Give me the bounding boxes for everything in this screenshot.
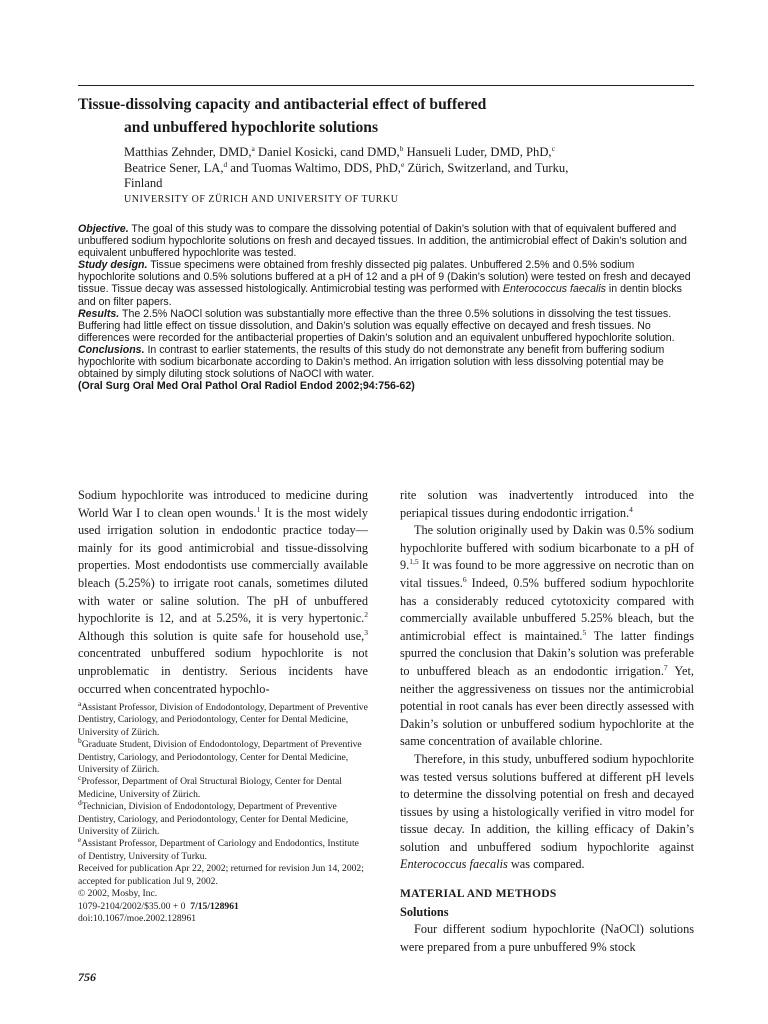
footnote-e [78, 835, 368, 863]
text-run: rite solution was inadvertently introduced into the periapical tissues during endodontic irrigation. [400, 488, 694, 520]
design-text-end: in dentin blocks and on filter papers. [78, 283, 682, 308]
right-column [400, 487, 694, 956]
text-run: Although this solution is quite safe for household use, [78, 628, 365, 643]
doi-line: doi:10.1067/moe.2002.128961 [78, 912, 197, 924]
author-waltimo: and Tuomas Waltimo, DDS, PhD, [227, 160, 401, 175]
reference-mark: 2 [364, 610, 368, 620]
footnote-mark: c [78, 773, 82, 783]
reference-mark: 6 [462, 574, 467, 584]
text-run: 1079-2104/2002/$35.00 + 0 [78, 900, 186, 912]
author-mark: c [551, 143, 555, 153]
body-paragraph [400, 522, 694, 751]
subsection-heading: Solutions [400, 904, 449, 919]
text-run: Assistant Professor, Division of Endodontology, Department of Preventive Dentistry, Cariology, and Periodontology, Center for Dental Medicine, University of Zürich. [78, 702, 368, 738]
footnote-mark: e [78, 835, 82, 845]
text-run: was compared. [507, 857, 585, 872]
article-code: 7/15/128961 [190, 900, 239, 912]
reference-mark: 4 [629, 504, 633, 514]
text-run: Sodium hypochlorite was introduced to medicine during World War I to clean open wounds. [78, 488, 368, 520]
section-heading: MATERIAL AND METHODS [400, 888, 557, 901]
text-run: Indeed, 0.5% buffered sodium hypochlorite has a considerably reduced cytotoxicity compared with commercially available unbuffered 5.25% bleach, but the antimicrobial effect is maintained. [400, 575, 694, 643]
publication-history: Received for publication Apr 22, 2002; returned for revision Jun 14, 2002; accepted for publication Jul 9, 2002. [78, 863, 364, 887]
footnotes [78, 698, 368, 925]
author-sener: Beatrice Sener, LA, [124, 160, 224, 175]
abstract-design [78, 259, 694, 307]
text-run: It is the most widely used irrigation solution in endodontic practice today—mainly for its good antimicrobial and tissue-dissolving properties. Most endodontists use commercially available bleach (5.25%) to irrigate root canals, sometimes diluted with water or saline solution. The pH of unbuffered hypochlorite is 12, and at 5.25%, it is very hypertonic. [78, 505, 368, 626]
abstract [78, 223, 694, 392]
top-rule [78, 85, 694, 86]
author-location: Zürich, Switzerland, and Turku, [404, 160, 569, 175]
page-number: 756 [78, 970, 96, 984]
abstract-results [78, 308, 694, 344]
footnote-b [78, 736, 368, 776]
conclusions-text: In contrast to earlier statements, the results of this study do not demonstrate any benefit from buffering sodium hypochlorite with sodium bicarbonate according to Dakin’s method. An irrigation solution with less dissolving potential may be obtained by simply diluting stock solutions of NaOCl with water. [78, 343, 665, 381]
reference-mark: 1,5 [409, 557, 419, 567]
footnote-mark: a [78, 698, 82, 708]
text-run: The solution originally used by Dakin was 0.5% sodium hypochlorite buffered with sodium bicarbonate to a pH of 9. [400, 523, 694, 573]
body-paragraph: Four different sodium hypochlorite (NaOCl) solutions were prepared from a pure unbuffered 9% stock [400, 922, 694, 954]
text-run: Technician, Division of Endodontology, Department of Preventive Dentistry, Cariology, and Periodontology, Center for Dental Medicine, University of Zürich. [78, 801, 349, 838]
footnote-c [78, 773, 368, 801]
author-zehnder: Matthias Zehnder, DMD, [124, 145, 252, 159]
author-mark: a [251, 143, 255, 153]
abstract-conclusions [78, 344, 694, 380]
text-run: concentrated unbuffered sodium hypochlorite is not unproblematic in dentistry. Serious incidents have occurred when concentrated hypochlo- [78, 646, 368, 696]
species-name: Enterococcus faecalis [502, 283, 606, 296]
conclusions-label: Conclusions. [78, 343, 145, 356]
body-paragraph [400, 487, 694, 522]
author-location-2: Finland [124, 176, 163, 191]
objective-text: The goal of this study was to compare the dissolving potential of Dakin’s solution with that of equivalent buffered and unbuffered sodium hypochlorite solutions on fresh and decayed tissues. In addition, the antimicrobial effect of Dakin’s solution and equivalent unbuffered hypochlorite was tested. [78, 223, 687, 260]
design-text: Tissue specimens were obtained from freshly dissected pig palates. Unbuffered 2.5% and 0.5% sodium hypochlorite solutions and 0.5% solutions buffered at a pH of 12 and a pH of 9 (Dakin’s solution) were tested on fresh and decayed tissue. Tissue decay was assessed histologically. Antimicrobial testing was performed with [78, 259, 691, 296]
reference-mark: 7 [663, 662, 668, 672]
author-kosicki: Daniel Kosicki, cand DMD, [254, 145, 400, 159]
text-run: Professor, Department of Oral Structural Biology, Center for Dental Medicine, University of Zürich. [78, 776, 342, 800]
text-run: It was found to be more aggressive on necrotic than on vital tissues. [400, 558, 694, 590]
design-label: Study design. [78, 259, 148, 272]
author-mark: e [400, 159, 405, 169]
footnote-mark: b [78, 736, 82, 746]
footnote-d [78, 798, 368, 838]
objective-label: Objective. [78, 223, 129, 235]
reference-mark: 3 [364, 627, 368, 637]
text-run: Yet, neither the aggressiveness on tissues nor the antimicrobial potential in root canals has ever been directly assessed with Dakin’s solution or unbuffered sodium hypochlorite at the same concentration of available chlorine. [400, 663, 694, 749]
reference-mark: 5 [582, 627, 587, 637]
author-mark: b [399, 143, 404, 153]
text-run: Graduate Student, Division of Endodontology, Department of Preventive Dentistry, Cariology, and Periodontology, Center for Dental Medicine, University of Zürich. [78, 739, 362, 776]
text-run: Assistant Professor, Department of Cariology and Endodontics, Institute of Dentistry, University of Turku. [78, 838, 359, 862]
issn-line [78, 901, 368, 913]
footnote-mark: d [78, 798, 82, 808]
body-paragraph [400, 751, 694, 874]
left-column [78, 487, 368, 698]
title-line-1: Tissue-dissolving capacity and antibacterial effect of buffered [78, 96, 487, 113]
abstract-objective [78, 223, 694, 259]
intro-paragraph [78, 487, 368, 698]
reference-mark: 1 [256, 504, 261, 514]
title-line-2: and unbuffered hypochlorite solutions [124, 119, 379, 136]
author-mark: d [223, 159, 228, 169]
results-text: The 2.5% NaOCl solution was substantially more effective than the three 0.5% solutions in dissolving the test tissues. Buffering had little effect on tissue dissolution, and Dakin’s solution was equally effective on decayed and fresh tissues. No differences were recorded for the antibacterial properties of Dakin’s solution and an equivalent unbuffered hypochlorite solution. [78, 307, 675, 344]
institution: UNIVERSITY OF ZÜRICH AND UNIVERSITY OF TURKU [124, 194, 399, 205]
copyright-line: © 2002, Mosby, Inc. [78, 888, 158, 900]
text-run: Therefore, in this study, unbuffered sodium hypochlorite was tested versus solutions buffered at different pH levels to determine the dissolving potential on fresh and decayed tissues by using a histologically verified in vitro model for tissue decay. In addition, the killing efficacy of Dakin’s solution and unbuffered sodium hypochlorite against [400, 751, 694, 854]
article-title [78, 93, 694, 139]
species-name: Enterococcus faecalis [400, 857, 508, 872]
author-list [124, 145, 694, 192]
footnote-a [78, 698, 368, 739]
journal-citation: (Oral Surg Oral Med Oral Pathol Oral Radiol Endod 2002;94:756-62) [78, 380, 415, 393]
results-label: Results. [78, 307, 120, 320]
author-luder: Hansueli Luder, DMD, PhD, [403, 145, 552, 159]
text-run: The latter findings spurred the conclusion that Dakin’s solution was preferable to unbuffered bleach as an endodontic irrigation. [400, 628, 695, 678]
